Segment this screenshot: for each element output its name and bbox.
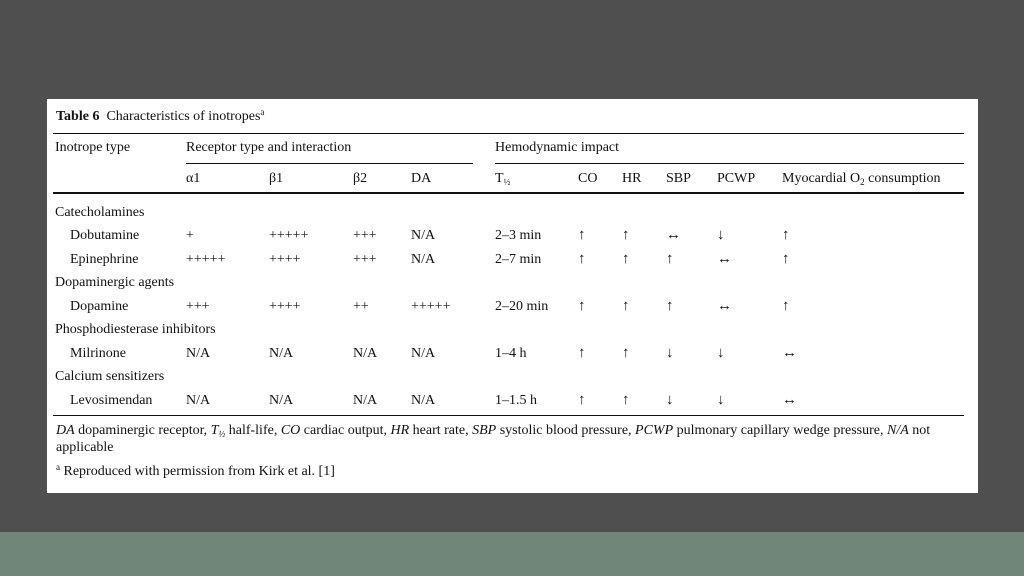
footnote-text: half-life, (225, 423, 281, 438)
table-image (47, 99, 978, 493)
cell-da: N/A (411, 252, 436, 267)
cell-half-life: 1–1.5 h (495, 393, 537, 408)
table-title (56, 109, 264, 125)
footnote-text: heart rate, (409, 423, 473, 438)
cell-beta1: N/A (269, 393, 294, 408)
source-footnote-text: Reproduced with permission from Kirk et al. [1] (60, 464, 335, 479)
hemodynamic-group-rule (495, 163, 964, 164)
group-label: Phosphodiesterase inhibitors (55, 322, 216, 337)
title-footnote-marker: a (260, 107, 265, 117)
group-label: Catecholamines (55, 205, 145, 220)
header-hr: HR (622, 171, 642, 186)
cell-pcwp-arrow-icon: ↔ (717, 298, 732, 314)
cell-half-life: 2–3 min (495, 228, 542, 243)
header-beta2: β2 (353, 171, 368, 186)
header-inotrope-type: Inotrope type (55, 140, 131, 155)
cell-sbp-arrow-icon: ↔ (666, 227, 681, 243)
cell-alpha1: N/A (186, 346, 211, 361)
cell-myocardial-arrow-icon: ↔ (782, 345, 797, 361)
cell-hr-arrow-icon: ↑ (622, 251, 630, 267)
group-label: Calcium sensitizers (55, 369, 165, 384)
footnote-text: not applicable (56, 423, 931, 455)
cell-hr-arrow-icon: ↑ (622, 298, 630, 314)
header-myocardial (782, 171, 941, 187)
cell-beta1: N/A (269, 346, 294, 361)
top-rule (53, 133, 964, 134)
cell-co-arrow-icon: ↑ (578, 392, 586, 408)
receptor-group-rule (186, 163, 473, 164)
cell-da: N/A (411, 228, 436, 243)
footnote-text: pulmonary capillary wedge pressure, (673, 423, 887, 438)
cell-pcwp-arrow-icon: ↓ (717, 227, 725, 243)
header-co: CO (578, 171, 598, 186)
footnote-text: cardiac output, (300, 423, 391, 438)
cell-sbp-arrow-icon: ↑ (666, 298, 674, 314)
footnote-text: dopaminergic receptor, (74, 423, 211, 438)
cell-alpha1: +++++ (186, 252, 226, 267)
row-name: Milrinone (70, 346, 126, 361)
header-myocardial-end: consumption (864, 171, 941, 186)
cell-alpha1: + (186, 228, 194, 243)
cell-pcwp-arrow-icon: ↔ (717, 251, 732, 267)
header-sbp: SBP (666, 171, 691, 186)
cell-co-arrow-icon: ↑ (578, 227, 586, 243)
cell-myocardial-arrow-icon: ↑ (782, 251, 790, 267)
row-name: Levosimendan (70, 393, 153, 408)
cell-myocardial-arrow-icon: ↔ (782, 392, 797, 408)
cell-co-arrow-icon: ↑ (578, 298, 586, 314)
footnote-abbr: DA (56, 423, 75, 438)
cell-alpha1: N/A (186, 393, 211, 408)
row-name: Dopamine (70, 299, 129, 314)
header-receptor-group: Receptor type and interaction (186, 140, 352, 155)
cell-alpha1: +++ (186, 299, 210, 314)
cell-da: N/A (411, 346, 436, 361)
header-bottom-rule (53, 192, 964, 194)
cell-myocardial-arrow-icon: ↑ (782, 227, 790, 243)
cell-hr-arrow-icon: ↑ (622, 227, 630, 243)
cell-half-life: 2–7 min (495, 252, 542, 267)
cell-sbp-arrow-icon: ↓ (666, 345, 674, 361)
source-footnote-marker: a (56, 462, 60, 472)
header-beta1: β1 (269, 171, 284, 186)
row-name: Epinephrine (70, 252, 139, 267)
cell-da: +++++ (411, 299, 451, 314)
footnote-text: systolic blood pressure, (496, 423, 636, 438)
header-myocardial-main: Myocardial O (782, 171, 861, 186)
footnote-abbr: T (210, 423, 219, 438)
group-label: Dopaminergic agents (55, 275, 175, 290)
footnote-abbr: SBP (472, 423, 497, 438)
header-myocardial-sub: 2 (860, 177, 865, 187)
footnote-abbr-sub: ½ (218, 429, 226, 439)
cell-da: N/A (411, 393, 436, 408)
footnote-abbr: HR (390, 423, 410, 438)
cell-hr-arrow-icon: ↑ (622, 345, 630, 361)
cell-beta2: N/A (353, 393, 378, 408)
footer-band (0, 532, 1024, 576)
cell-beta1: +++++ (269, 228, 309, 243)
abbreviations-footnote (56, 422, 968, 456)
header-pcwp: PCWP (717, 171, 756, 186)
cell-co-arrow-icon: ↑ (578, 345, 586, 361)
table-label: Table 6 (56, 109, 100, 124)
cell-beta2: +++ (353, 252, 377, 267)
cell-half-life: 2–20 min (495, 299, 549, 314)
cell-co-arrow-icon: ↑ (578, 251, 586, 267)
cell-pcwp-arrow-icon: ↓ (717, 345, 725, 361)
cell-pcwp-arrow-icon: ↓ (717, 392, 725, 408)
cell-beta2: ++ (353, 299, 369, 314)
row-name: Dobutamine (70, 228, 140, 243)
header-da: DA (411, 171, 432, 186)
cell-sbp-arrow-icon: ↓ (666, 392, 674, 408)
source-footnote (56, 463, 968, 480)
cell-half-life: 1–4 h (495, 346, 527, 361)
header-hemodynamic-group: Hemodynamic impact (495, 140, 620, 155)
cell-beta1: ++++ (269, 299, 301, 314)
cell-hr-arrow-icon: ↑ (622, 392, 630, 408)
header-alpha1: α1 (186, 171, 201, 186)
cell-beta1: ++++ (269, 252, 301, 267)
footnote-abbr: N/A (886, 423, 909, 438)
footnote-abbr: CO (280, 423, 301, 438)
header-half-life-sub: ½ (503, 177, 511, 187)
cell-beta2: +++ (353, 228, 377, 243)
header-half-life (495, 171, 510, 187)
cell-myocardial-arrow-icon: ↑ (782, 298, 790, 314)
cell-sbp-arrow-icon: ↑ (666, 251, 674, 267)
table-bottom-rule (53, 415, 964, 416)
cell-beta2: N/A (353, 346, 378, 361)
footnote-abbr: PCWP (635, 423, 674, 438)
table-title-text: Characteristics of inotropes (106, 109, 261, 124)
header-half-life-main: T (495, 171, 504, 186)
